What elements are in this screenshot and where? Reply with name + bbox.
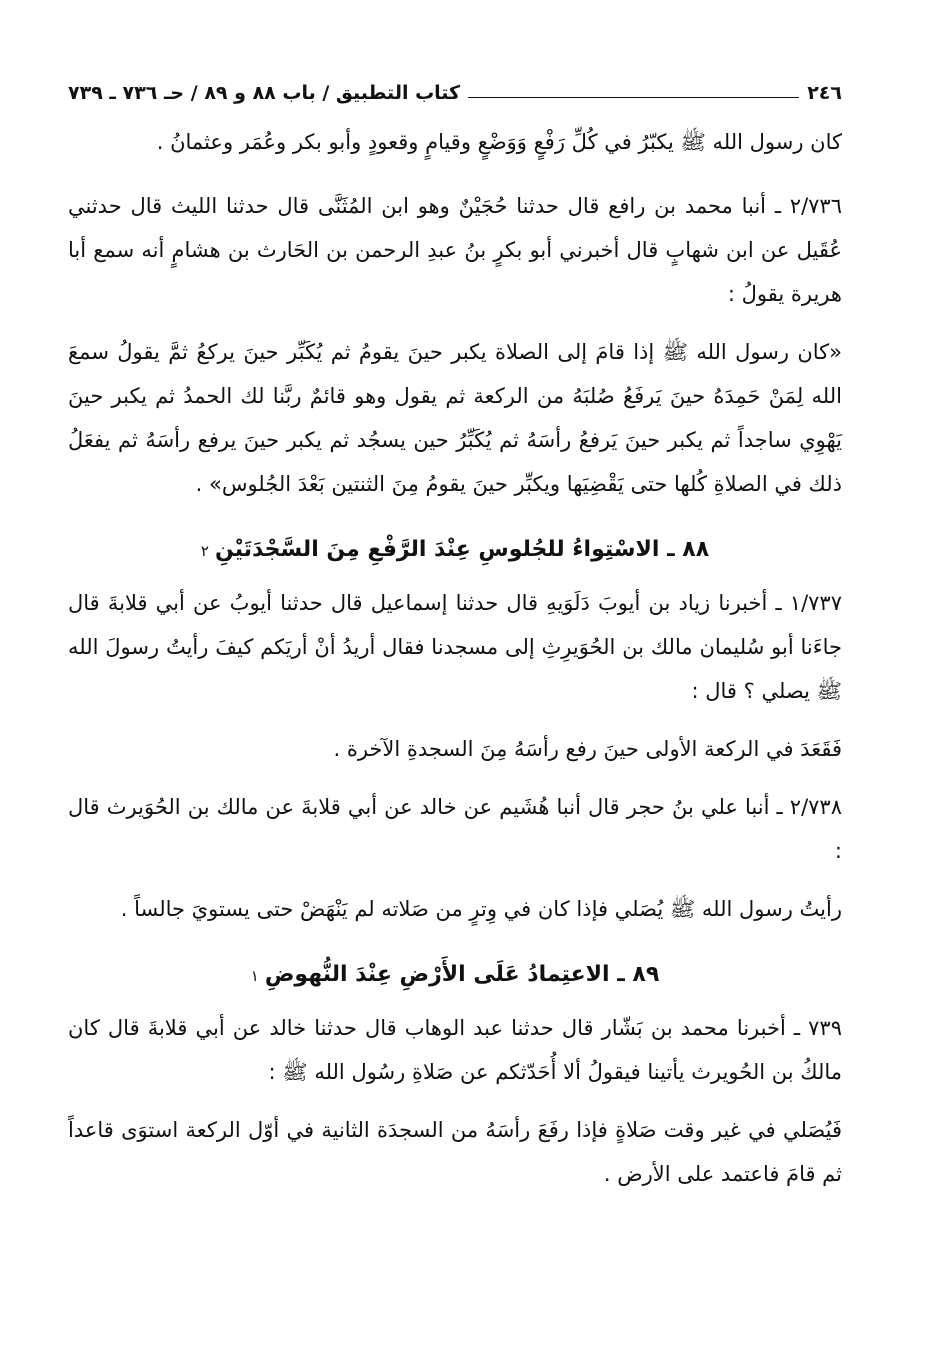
paragraph-hadith-text-739: فَيُصَلي في غير وقت صَلاةٍ فإذا رفَعَ رأسَهُ من السجدَة الثانية في أوّل الركعة استوَى قاعداً ثم قامَ فاعتمد على الأرض .	[68, 1118, 842, 1186]
page-number: ٢٤٦	[807, 82, 842, 104]
footnote-marker: ٢	[200, 542, 209, 560]
page	[68, 70, 842, 1196]
paragraph-hadith-text-736: «كان رسول الله ﷺ إذا قامَ إلى الصلاة يكبر حينَ يقومُ ثم يُكَبِّر حينَ يركعُ ثمَّ يقولُ سمعَ الله لِمَنْ حَمِدَهُ حينَ يَرفَعُ صُلبَهُ من الركعة ثم يقول وهو قائمٌ ربَّنا لك الحمدُ ثم يكبر حينَ يَهْوِي ساجداً ثم يكبر حينَ يَرفعُ رأسَهُ ثم يُكَبِّرُ حين يسجُد ثم يكبر حينَ يرفع رأسَهُ ثم يفعَلُ ذلك في الصلاةِ كُلها حتى يَقْضِيَها ويكبِّر حينَ يقومُ مِنَ الثنتين بَعْدَ الجُلوس» .	[68, 340, 842, 496]
paragraph-isnad-737: ١/٧٣٧ ـ أخبرنا زياد بن أيوبَ دَلَوَيهِ قال حدثنا إسماعيل قال حدثنا أيوبُ عن أبي قلابةَ قال جاءَنا أبو سُليمان مالك بن الحُوَيرِثِ إلى مسجدنا فقال أريدُ أنْ أريَكم كيفَ رأيتُ رسولَ الله ﷺ يصلي ؟ قال :	[68, 591, 842, 703]
header-title: كتاب التطبيق / باب ٨٨ و ٨٩ / حـ ٧٣٦ ـ ٧٣٩	[68, 82, 461, 104]
paragraph-hadith-text-737: فَقَعَدَ في الركعة الأولى حينَ رفع رأسَهُ مِنَ السجدةِ الآخرة .	[333, 737, 842, 761]
paragraph-isnad-739: ٧٣٩ ـ أخبرنا محمد بن بَشّار قال حدثنا عبد الوهاب قال حدثنا خالد عن أبي قلابةَ قال كان مالكُ بن الحُويرث يأتينا فيقولُ ألا أُحَدّثكم عن صَلاةِ رسُول الله ﷺ :	[68, 1016, 842, 1084]
chapter-heading-89	[68, 953, 842, 998]
running-header	[68, 70, 842, 104]
paragraph-isnad-736: ٢/٧٣٦ ـ أنبا محمد بن رافع قال حدثنا حُجَيْنٌ وهو ابن المُثَنَّى قال حدثنا الليث قال حدثني عُقَيل عن ابن شهابٍ قال أخبرني أبو بكرٍ بنُ عبدِ الرحمن بن الحَارث بن هشامٍ أنه سمع أبا هريرة يقولُ :	[68, 194, 842, 306]
chapter-heading-88	[68, 528, 842, 573]
header-rule	[468, 97, 799, 98]
chapter-heading-88-title: ٨٨ ـ الاسْتِواءُ للجُلوسِ عِنْدَ الرَّفْعِ مِنَ السَّجْدَتَيْنِ	[214, 537, 710, 562]
paragraph-hadith-text-738: رأيتُ رسول الله ﷺ يُصَلي فإذا كان في وِترٍ من صَلاته لم يَنْهَضْ حتى يستويَ جالساً .	[120, 897, 842, 921]
chapter-heading-89-title: ٨٩ ـ الاعتِمادُ عَلَى الأَرْضِ عِنْدَ النُّهوضِ	[264, 962, 660, 987]
footnote-marker: ١	[250, 967, 259, 985]
paragraph-isnad-738: ٢/٧٣٨ ـ أنبا علي بنُ حجر قال أنبا هُشَيم عن خالد عن أبي قلابةَ عن مالك بن الحُوَيرث قال :	[68, 795, 842, 863]
paragraph-hadith-text-1: كان رسول الله ﷺ يكبّرُ في كُلِّ رَفْعٍ وَوَضْعٍ وقيامٍ وقعودٍ وأبو بكر وعُمَر وعثمانُ .	[156, 130, 842, 154]
